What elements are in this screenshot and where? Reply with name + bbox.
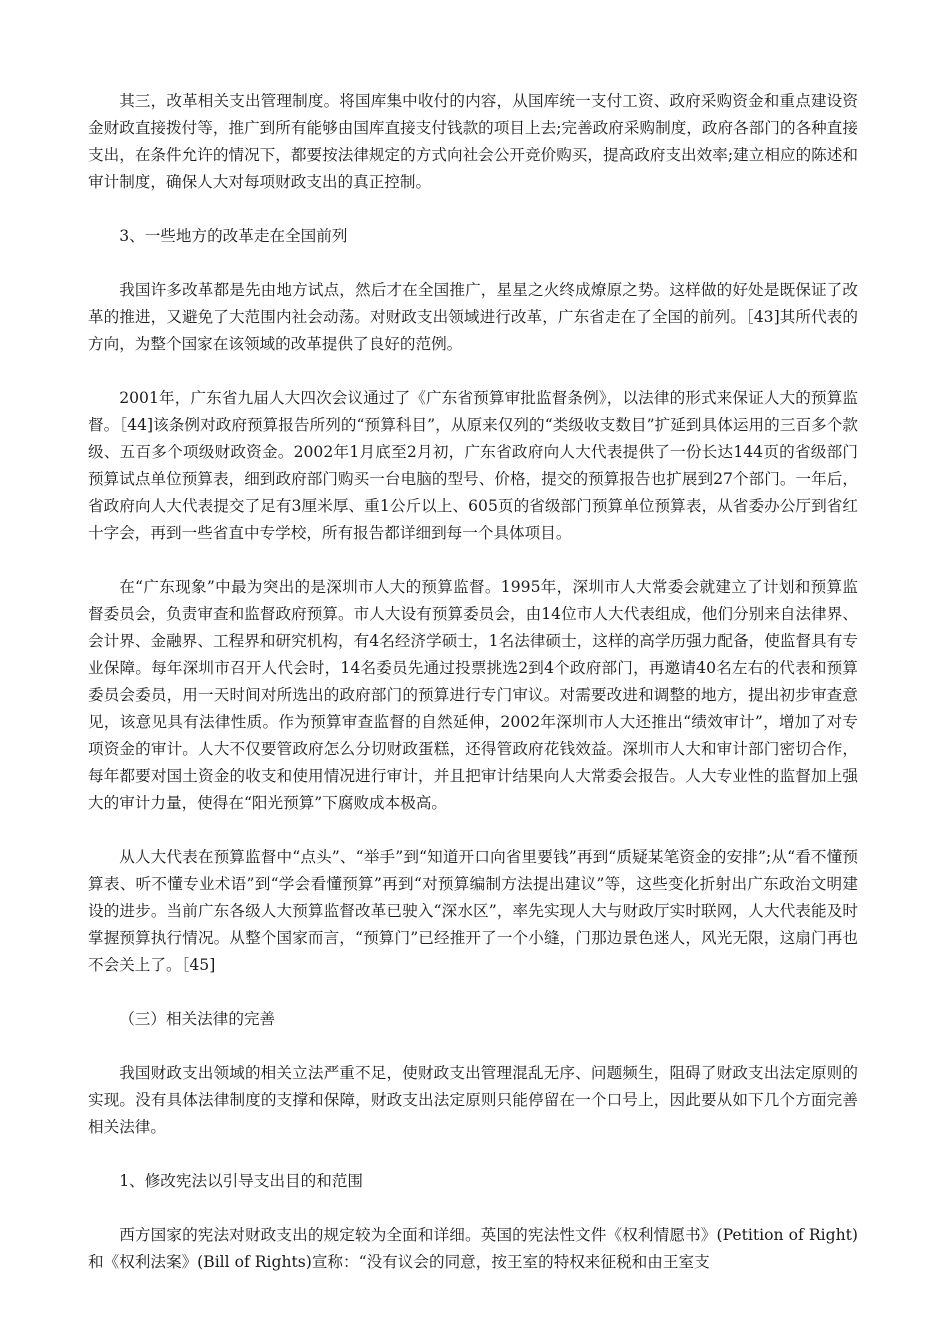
paragraph-local-pilot: 我国许多改革都是先由地方试点，然后才在全国推广，星星之火终成燎原之势。这样做的好处是既保证了改革的推进，又避免了大范围内社会动荡。对财政支出领域进行改革，广东省走在了全国的前列。［43]其所代表的方向，为整个国家在该领域的改革提供了良好的范例。: [88, 281, 858, 353]
heading-local-reform: 3、一些地方的改革走在全国前列: [119, 227, 348, 245]
paragraph-budget-door: 从人大代表在预算监督中“点头”、“举手”到“知道开口向省里要钱”再到“质疑某笔资金的安排”;从“看不懂预算表、听不懂专业术语”到“学会看懂预算”再到“对预算编制方法提出建议”等，这些变化折射出广东政治文明建设的进步。当前广东各级人大预算监督改革已驶入“深水区”，率先实现人大与财政厅实时联网，人大代表能及时掌握预算执行情况。从整个国家而言，“预算门”已经推开了一个小缝，门那边景色迷人，风光无限，这扇门再也不会关上了。［45]: [88, 848, 858, 974]
heading-law-improvement: （三）相关法律的完善: [119, 1010, 276, 1028]
paragraph-shenzhen-supervision: 在“广东现象”中最为突出的是深圳市人大的预算监督。1995年，深圳市人大常委会就建立了计划和预算监督委员会，负责审查和监督政府预算。市人大设有预算委员会，由14位市人大代表组成，他们分别来自法律界、会计界、金融界、工程界和研究机构，有4名经济学硕士，1名法律硕士，这样的高学历强力配备，使监督具有专业保障。每年深圳市召开人代会时，14名委员先通过投票挑选2到4个政府部门，再邀请40名左右的代表和预算委员会委员，用一天时间对所选出的政府部门的预算进行专门审议。对需要改进和调整的地方，提出初步审查意见，该意见具有法律性质。作为预算审查监督的自然延伸，2002年深圳市人大还推出“绩效审计”，增加了对专项资金的审计。人大不仅要管政府怎么分切财政蛋糕，还得管政府花钱效益。深圳市人大和审计部门密切合作，每年都要对国土资金的收支和使用情况进行审计，并且把审计结果向人大常委会报告。人大专业性的监督加上强大的审计力量，使得在“阳光预算”下腐败成本极高。: [88, 578, 858, 812]
paragraph-legislation-shortage: 我国财政支出领域的相关立法严重不足，使财政支出管理混乱无序、问题频生，阻碍了财政支出法定原则的实现。没有具体法律制度的支撑和保障，财政支出法定原则只能停留在一个口号上，因此要从如下几个方面完善相关法律。: [88, 1064, 858, 1136]
paragraph-guangdong-budget: 2001年，广东省九届人大四次会议通过了《广东省预算审批监督条例》，以法律的形式来保证人大的预算监督。［44]该条例对政府预算报告所列的“预算科目”，从原来仅列的“类级收支数目”扩延到具体运用的三百多个款级、五百多个项级财政资金。2002年1月底至2月初，广东省政府向人大代表提供了一份长达144页的省级部门预算试点单位预算表，细到政府部门购买一台电脑的型号、价格，提交的预算报告也扩展到27个部门。一年后，省政府向人大代表提交了足有3厘米厚、重1公斤以上、605页的省级部门预算单位预算表，从省委办公厅到省红十字会，再到一些省直中专学校，所有报告都详细到每一个具体项目。: [88, 389, 858, 542]
document-page: [88, 88, 858, 1276]
heading-amend-constitution: 1、修改宪法以引导支出目的和范围: [119, 1172, 364, 1190]
paragraph-reform-expenditure-management: 其三，改革相关支出管理制度。将国库集中收付的内容，从国库统一支付工资、政府采购资金和重点建设资金财政直接拨付等，推广到所有能够由国库直接支付钱款的项目上去;完善政府采购制度，政府各部门的各种直接支出，在条件允许的情况下，都要按法律规定的方式向社会公开竞价购买，提高政府支出效率;建立相应的陈述和审计制度，确保人大对每项财政支出的真正控制。: [88, 92, 858, 191]
paragraph-western-constitution: 西方国家的宪法对财政支出的规定较为全面和详细。英国的宪法性文件《权利情愿书》(Petition of Right)和《权利法案》(Bill of Rights)宣称：“没有议会的同意，按王室的特权来征税和由王室支: [88, 1226, 858, 1271]
